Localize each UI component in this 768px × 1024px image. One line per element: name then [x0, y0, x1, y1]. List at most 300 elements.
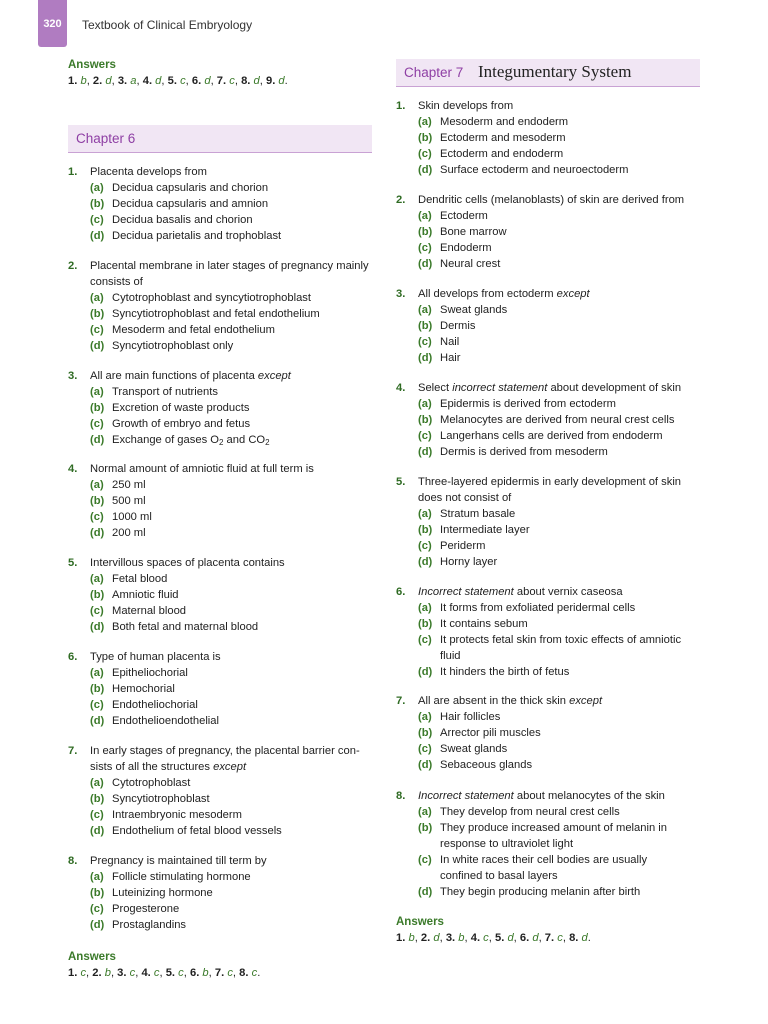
answer-number: 7.	[214, 967, 225, 979]
option-letter: (b)	[90, 887, 105, 899]
subscript: 2	[265, 438, 270, 447]
option-letter: (d)	[418, 164, 433, 176]
question-stem	[396, 98, 704, 114]
question	[396, 474, 704, 570]
option	[396, 444, 704, 460]
question-stem	[68, 368, 376, 384]
option	[396, 757, 704, 773]
option	[396, 820, 704, 836]
option-letter: (d)	[90, 825, 105, 837]
option-letter: (d)	[90, 621, 105, 633]
question-number: 7.	[68, 745, 78, 757]
option-text: Stratum basale	[440, 508, 516, 520]
option	[68, 869, 376, 885]
option	[68, 384, 376, 400]
answer-number: 3.	[445, 932, 456, 944]
chapter-title: Integumentary System	[478, 62, 632, 81]
answers-line: 1. c, 2. b, 3. c, 4. c, 5. c, 6. b, 7. c, 8. c.	[68, 967, 261, 979]
option-letter: (b)	[90, 683, 105, 695]
answer-letter: d	[155, 75, 162, 87]
question-number: 5.	[68, 557, 78, 569]
answer-letter: d	[278, 75, 285, 87]
question-text: Pregnancy is maintained till term by	[90, 855, 267, 867]
answer-letter: c	[251, 967, 258, 979]
answer-number: 5.	[165, 967, 176, 979]
option-letter: (a)	[90, 573, 104, 585]
chapter-6-header	[68, 125, 372, 153]
option-text: They produce increased amount of melanin in	[440, 822, 667, 834]
option	[396, 224, 704, 240]
question-number: 6.	[68, 651, 78, 663]
question-text: All are main functions of placenta	[90, 370, 258, 382]
option-letter: (c)	[418, 540, 432, 552]
question-emphasis: except	[213, 761, 247, 773]
question	[68, 258, 376, 354]
question-number: 2.	[396, 194, 406, 206]
option-letter: (a)	[418, 398, 432, 410]
question-number: 8.	[396, 790, 406, 802]
option-text: Luteinizing hormone	[112, 887, 213, 899]
question-text: Three-layered epidermis in early development of skin	[418, 476, 682, 488]
question-text: All develops from ectoderm	[418, 288, 557, 300]
answers-line: 1. b, 2. d, 3. a, 4. d, 5. c, 6. d, 7. c, 8. d, 9. d.	[68, 75, 288, 87]
option	[396, 741, 704, 757]
option-letter: (c)	[90, 809, 104, 821]
option-letter: (c)	[90, 699, 104, 711]
option	[68, 807, 376, 823]
option	[68, 885, 376, 901]
answer-letter: d	[433, 932, 440, 944]
answer-number: 1.	[396, 932, 406, 944]
answer-number: 8.	[241, 75, 251, 87]
option	[396, 522, 704, 538]
option	[68, 823, 376, 839]
option	[396, 302, 704, 318]
question-text: All are absent in the thick skin	[418, 695, 570, 707]
question-text: Placenta develops from	[90, 166, 207, 178]
question-number: 7.	[396, 695, 406, 707]
option-text: Periderm	[440, 540, 486, 552]
option-letter: (b)	[418, 226, 433, 238]
option	[68, 775, 376, 791]
question-text: about melanocytes of the skin	[513, 790, 665, 802]
option-text: In white races their cell bodies are usually	[440, 854, 648, 866]
option-text: Nail	[440, 336, 460, 348]
option-text: Mesoderm and fetal endothelium	[112, 324, 275, 336]
option-text: Hair	[440, 352, 461, 364]
option-letter: (b)	[90, 198, 105, 210]
question-number: 4.	[68, 463, 78, 475]
option-letter: (b)	[418, 524, 433, 536]
option	[68, 416, 376, 432]
option	[68, 571, 376, 587]
option-letter: (d)	[418, 666, 433, 678]
option	[396, 350, 704, 366]
option-text: Endothelium of fetal blood vessels	[112, 825, 282, 837]
answer-letter: d	[105, 75, 112, 87]
answer-number: 6.	[191, 75, 202, 87]
option-letter: (b)	[90, 402, 105, 414]
option-letter: (a)	[418, 116, 432, 128]
option-letter: (a)	[90, 479, 104, 491]
question-stem	[396, 192, 704, 208]
option-letter: (d)	[418, 352, 433, 364]
answer-number: 1.	[68, 75, 78, 87]
question	[68, 164, 376, 244]
option-text: Intraembryonic mesoderm	[112, 809, 242, 821]
question	[68, 461, 376, 541]
option	[396, 600, 704, 616]
option-letter: (d)	[90, 230, 105, 242]
option	[396, 240, 704, 256]
option-cont	[396, 648, 704, 664]
question-stem	[396, 693, 704, 709]
question-number: 8.	[68, 855, 78, 867]
answer-number: 4.	[470, 932, 481, 944]
option-letter: (d)	[90, 715, 105, 727]
option-letter: (a)	[90, 386, 104, 398]
option-text: confined to basal layers	[440, 870, 558, 882]
question-stem	[396, 286, 704, 302]
answers-top	[68, 57, 376, 89]
question-text: In early stages of pregnancy, the placental barrier con-	[90, 745, 360, 757]
option	[396, 208, 704, 224]
question-text: about vernix caseosa	[513, 586, 623, 598]
option-letter: (b)	[90, 793, 105, 805]
option-letter: (b)	[90, 495, 105, 507]
question-text: Normal amount of amniotic fluid at full term is	[90, 463, 314, 475]
book-title: Textbook of Clinical Embryology	[82, 18, 253, 32]
answer-letter: b	[104, 967, 111, 979]
option	[396, 318, 704, 334]
option	[396, 709, 704, 725]
option	[396, 538, 704, 554]
answer-letter: b	[458, 932, 465, 944]
question-stem-cont	[68, 759, 376, 775]
question	[68, 368, 376, 448]
option-cont	[396, 836, 704, 852]
answers-title: Answers	[396, 916, 444, 928]
option-letter: (a)	[418, 711, 432, 723]
answer-number: 4.	[141, 967, 151, 979]
option-text: Horny layer	[440, 556, 498, 568]
question	[68, 853, 376, 933]
option-letter: (b)	[418, 414, 433, 426]
option-text: It hinders the birth of fetus	[440, 666, 570, 678]
option	[68, 587, 376, 603]
option	[396, 632, 704, 648]
option-text: Amniotic fluid	[112, 589, 179, 601]
option-letter: (d)	[418, 759, 433, 771]
answer-number: 6.	[519, 932, 530, 944]
option-letter: (a)	[418, 602, 432, 614]
option-letter: (c)	[418, 242, 432, 254]
option	[396, 412, 704, 428]
option-text: Fetal blood	[112, 573, 168, 585]
option	[396, 725, 704, 741]
page-header	[0, 0, 768, 50]
option	[68, 477, 376, 493]
option-text: Endoderm	[440, 242, 492, 254]
answers-title: Answers	[68, 951, 116, 963]
option-text: Epitheliochorial	[112, 667, 188, 679]
option	[68, 290, 376, 306]
option	[396, 428, 704, 444]
question-stem	[68, 743, 376, 759]
option-letter: (a)	[418, 806, 432, 818]
option-text: Both fetal and maternal blood	[112, 621, 259, 633]
option-text: It protects fetal skin from toxic effects of amniotic	[440, 634, 682, 646]
option-text: fluid	[440, 650, 461, 662]
question-text: consists of	[90, 276, 143, 288]
question-emphasis: incorrect statement	[452, 382, 548, 394]
answer-number: 2.	[92, 75, 103, 87]
answer-letter: c	[80, 967, 87, 979]
option-text: Sebaceous glands	[440, 759, 533, 771]
option-text: They develop from neural crest cells	[440, 806, 620, 818]
option	[68, 681, 376, 697]
option-letter: (a)	[90, 182, 104, 194]
question-text: Skin develops from	[418, 100, 514, 112]
question-text: about development of skin	[547, 382, 682, 394]
question	[396, 98, 704, 178]
option-text: Cytotrophoblast	[112, 777, 191, 789]
option-text: response to ultraviolet light	[440, 838, 574, 850]
chapter-label: Chapter 7	[404, 65, 464, 80]
option-text: Sweat glands	[440, 304, 508, 316]
answer-letter: b	[408, 932, 415, 944]
question-number: 6.	[396, 586, 406, 598]
question-stem	[396, 584, 704, 600]
question-stem	[68, 258, 376, 274]
option	[396, 396, 704, 412]
question-stem	[68, 461, 376, 477]
answer-letter: c	[153, 967, 160, 979]
answer-number: 5.	[167, 75, 177, 87]
option-letter: (b)	[418, 132, 433, 144]
option	[68, 791, 376, 807]
option-text: 250 ml	[112, 479, 146, 491]
answer-number: 4.	[142, 75, 153, 87]
question	[68, 555, 376, 635]
option-text: Ectoderm	[440, 210, 488, 222]
option-text: Sweat glands	[440, 743, 508, 755]
answer-number: 6.	[189, 967, 200, 979]
option-text: Decidua capsularis and amnion	[112, 198, 269, 210]
option-letter: (d)	[90, 434, 105, 446]
option-text: Neural crest	[440, 258, 501, 270]
option-text: Decidua basalis and chorion	[112, 214, 253, 226]
option-text: Dermis is derived from mesoderm	[440, 446, 608, 458]
answer-letter: c	[557, 932, 563, 944]
option-letter: (d)	[418, 556, 433, 568]
option-text: Syncytiotrophoblast and fetal endothelium	[112, 308, 320, 320]
option-text: Decidua capsularis and chorion	[112, 182, 269, 194]
question-stem	[396, 474, 704, 490]
option-letter: (b)	[90, 589, 105, 601]
option	[68, 697, 376, 713]
option-letter: (b)	[418, 320, 433, 332]
question-stem	[396, 380, 704, 396]
option	[68, 212, 376, 228]
option-text: Progesterone	[112, 903, 180, 915]
option-text: They begin producing melanin after birth	[440, 886, 641, 898]
option-letter: (c)	[418, 634, 432, 646]
answer-letter: b	[80, 75, 87, 87]
option-letter: (c)	[90, 605, 104, 617]
question-number: 3.	[396, 288, 406, 300]
question-text: sists of all the structures	[90, 761, 214, 773]
option	[396, 162, 704, 178]
option	[396, 146, 704, 162]
answer-letter: b	[202, 967, 209, 979]
option-letter: (c)	[418, 336, 432, 348]
option-text: It contains sebum	[440, 618, 528, 630]
option-text: Cytotrophoblast and syncytiotrophoblast	[112, 292, 312, 304]
option-letter: (d)	[90, 340, 105, 352]
question-stem-cont	[68, 274, 376, 290]
question-stem	[396, 788, 704, 804]
question	[68, 649, 376, 729]
answer-number: 3.	[117, 967, 127, 979]
option-text: Maternal blood	[112, 605, 187, 617]
answer-letter: d	[532, 932, 539, 944]
option-cont	[396, 868, 704, 884]
option-text: Hair follicles	[440, 711, 501, 723]
option	[396, 804, 704, 820]
question-stem	[68, 164, 376, 180]
option-text: Mesoderm and endoderm	[440, 116, 569, 128]
question-number: 4.	[396, 382, 406, 394]
answer-letter: a	[130, 75, 137, 87]
answer-number: 3.	[117, 75, 128, 87]
option-text: Prostaglandins	[112, 919, 187, 931]
question-stem	[68, 649, 376, 665]
answer-number: 8.	[239, 967, 249, 979]
answers-chapter-7	[396, 914, 702, 946]
option-letter: (a)	[90, 871, 104, 883]
question-text: Select	[418, 382, 453, 394]
option-letter: (a)	[90, 777, 104, 789]
option-text: Follicle stimulating hormone	[112, 871, 251, 883]
option	[68, 306, 376, 322]
option-text: 200 ml	[112, 527, 146, 539]
option-text: Transport of nutrients	[112, 386, 218, 398]
option-letter: (d)	[418, 258, 433, 270]
option-letter: (a)	[90, 292, 104, 304]
option	[68, 603, 376, 619]
option-letter: (c)	[418, 148, 432, 160]
question	[396, 788, 704, 900]
option-text: Bone marrow	[440, 226, 507, 238]
option	[68, 432, 376, 448]
answer-number: 7.	[216, 75, 227, 87]
option-text: Surface ectoderm and neuroectoderm	[440, 164, 629, 176]
question-number: 5.	[396, 476, 406, 488]
option-text: Ectoderm and endoderm	[440, 148, 564, 160]
answer-letter: d	[507, 932, 514, 944]
option	[68, 917, 376, 933]
option	[68, 196, 376, 212]
option	[396, 554, 704, 570]
option	[396, 884, 704, 900]
option-letter: (b)	[418, 618, 433, 630]
question	[396, 286, 704, 366]
answers-chapter-6	[68, 949, 376, 981]
option-text: Langerhans cells are derived from endoderm	[440, 430, 663, 442]
option-text: Syncytiotrophoblast only	[112, 340, 234, 352]
answers-title: Answers	[68, 59, 116, 71]
option-letter: (d)	[418, 446, 433, 458]
chapter-7-header	[396, 59, 700, 87]
option	[396, 664, 704, 680]
option-text: Dermis	[440, 320, 476, 332]
question-emphasis: except	[569, 695, 603, 707]
option-text: Ectoderm and mesoderm	[440, 132, 566, 144]
option-letter: (c)	[90, 214, 104, 226]
option	[68, 338, 376, 354]
option	[68, 322, 376, 338]
question-stem	[68, 853, 376, 869]
option-text: Endotheliochorial	[112, 699, 198, 711]
option-letter: (c)	[418, 430, 432, 442]
option	[68, 228, 376, 244]
question	[396, 380, 704, 460]
question-number: 2.	[68, 260, 78, 272]
question	[396, 584, 704, 680]
option	[396, 114, 704, 130]
question-emphasis: except	[556, 288, 590, 300]
option	[396, 616, 704, 632]
option-text: Arrector pili muscles	[440, 727, 541, 739]
option-text: Decidua parietalis and trophoblast	[112, 230, 282, 242]
option	[396, 334, 704, 350]
option	[68, 901, 376, 917]
question-emphasis: Incorrect statement	[418, 586, 514, 598]
answer-letter: c	[180, 75, 186, 87]
option-text: It forms from exfoliated peridermal cells	[440, 602, 636, 614]
question-emphasis: except	[257, 370, 291, 382]
option-letter: (b)	[418, 822, 433, 834]
question-text: Dendritic cells (melanoblasts) of skin are derived from	[418, 194, 685, 206]
answer-letter: c	[178, 967, 184, 979]
question-stem-cont	[396, 490, 704, 506]
option-text: Syncytiotrophoblast	[112, 793, 210, 805]
answer-number: 2.	[92, 967, 102, 979]
option-text: Growth of embryo and fetus	[112, 418, 251, 430]
option	[68, 713, 376, 729]
question-number: 3.	[68, 370, 78, 382]
question-text: does not consist of	[418, 492, 512, 504]
option-text: Endothelioendothelial	[112, 715, 219, 727]
option	[396, 852, 704, 868]
option	[68, 180, 376, 196]
option	[396, 506, 704, 522]
option-text: Exchange of gases O	[112, 434, 219, 446]
option-text: 1000 ml	[112, 511, 152, 523]
answer-number: 7.	[544, 932, 555, 944]
answer-letter: c	[129, 967, 136, 979]
option	[396, 130, 704, 146]
option	[68, 509, 376, 525]
answer-letter: d	[204, 75, 211, 87]
option-letter: (c)	[90, 511, 104, 523]
question-number: 1.	[396, 100, 406, 112]
option-letter: (a)	[418, 508, 432, 520]
option-letter: (d)	[418, 886, 433, 898]
subscript: 2	[218, 438, 224, 447]
answer-letter: c	[483, 932, 489, 944]
